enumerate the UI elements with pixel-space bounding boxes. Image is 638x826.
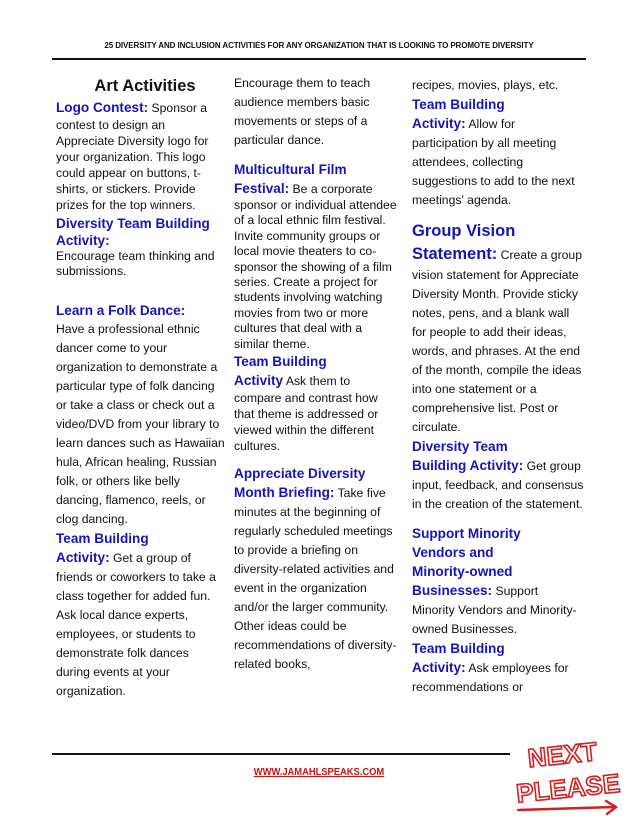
support-minority-section xyxy=(412,581,584,639)
team-building-section-3 xyxy=(412,114,584,210)
team-building-body-1: friends or coworkers to take a class together for added fun. Ask local dance experts, employees, or students to demonstrate folk dances during events at your organization. xyxy=(56,570,216,698)
column-1 xyxy=(56,76,226,701)
briefing-heading-b: Month Briefing: xyxy=(234,485,335,501)
art-activities-title: Art Activities xyxy=(94,77,196,95)
next-please-stamp[interactable] xyxy=(510,728,626,816)
website-link[interactable]: WWW.JAMAHLSPEAKS.COM xyxy=(253,767,385,778)
header-rule xyxy=(52,58,586,60)
team-building-heading-2b: Activity xyxy=(234,373,284,389)
support-minority-heading-3: Minority-owned xyxy=(412,564,513,579)
briefing-body: five minutes at the beginning of regularly scheduled meetings to provide a briefing on diversity-related activities and event in the organization and/or the larger community. Other ideas could be recommendations of diversity- related books, xyxy=(234,486,397,672)
group-vision-body: group vision statement for Appreciate Diversity Month. Provide sticky notes, pens, and a blank wall for people to add their ideas, words, and phrases. At the end of the month, compile the ideas into one statement or a comprehensive list. Post or circulate. xyxy=(412,248,582,434)
team-building-heading-1: Team Building xyxy=(56,531,149,546)
column-2 xyxy=(234,74,400,674)
diversity-team-building-body: Encourage team thinking and submissions. xyxy=(56,249,215,278)
folk-dance-heading: Learn a Folk Dance: xyxy=(56,303,186,318)
logo-contest-body: a contest to design an Appreciate Diversity logo for your organization. This logo could appear on buttons, t-shirts, or stickers. Provide prizes for the top winners. xyxy=(56,101,209,212)
team-building-body-2: compare and contrast how that theme is addressed or viewed within the different cultures. xyxy=(234,391,379,454)
team-building-heading-2: Team Building xyxy=(234,354,327,370)
please-text: PLEASE xyxy=(514,767,622,809)
film-festival-lead: Be a corporate xyxy=(289,182,373,196)
next-text: NEXT xyxy=(526,736,599,774)
logo-contest-section xyxy=(56,98,226,213)
group-vision-lead: Create a xyxy=(497,248,548,262)
support-minority-body: Minority Vendors and Minority-owned Businesses. xyxy=(412,603,577,636)
support-minority-heading-1: Support Minority xyxy=(412,526,521,541)
diversity-team-building-section-3 xyxy=(412,456,584,514)
logo-contest-lead: Sponsor xyxy=(148,101,197,115)
briefing-section xyxy=(234,483,400,674)
team-building-lead-1: Get a group of xyxy=(109,551,191,565)
diversity-team-building-lead-3: Get xyxy=(523,459,547,473)
logo-contest-heading: Logo Contest: xyxy=(56,100,149,115)
team-building-body-3: participation by all meeting attendees, collecting suggestions to add to the next meetings' agenda. xyxy=(412,136,575,207)
team-building-lead-4: Ask employees xyxy=(465,661,551,675)
team-building-heading-4: Team Building xyxy=(412,641,505,656)
footer-rule xyxy=(52,753,586,755)
dance-continued-body: Encourage them to teach audience members basic movements or steps of a particular dance. xyxy=(234,76,371,147)
team-building-heading-1b: Activity: xyxy=(56,550,110,565)
support-minority-lead: Support xyxy=(492,584,539,598)
support-minority-heading-2: Vendors and xyxy=(412,545,494,560)
team-building-section-2 xyxy=(234,371,400,454)
support-minority-heading-4: Businesses: xyxy=(412,583,493,598)
team-building-section-4 xyxy=(412,658,584,697)
team-building-heading-4b: Activity: xyxy=(412,660,466,675)
briefing-continued-body: recipes, movies, plays, etc. xyxy=(412,78,559,92)
diversity-team-building-heading-3: Diversity Team xyxy=(412,439,508,454)
team-building-lead-2: Ask them to xyxy=(283,374,351,389)
group-vision-heading: Group Vision xyxy=(412,222,516,240)
page-header: 25 DIVERSITY AND INCLUSION ACTIVITIES FOR ANY ORGANIZATION THAT IS LOOKING TO PROMOTE DIVERSITY xyxy=(104,40,534,50)
folk-dance-body: Have a professional ethnic dancer come to your organization to demonstrate a particular type of folk dancing or take a class or check out a video/DVD from your library to learn dances such as Hawaiian hula, African healing, Russian folk, or others like belly dancing, flamenco, reels, or clog dancing. xyxy=(56,322,225,526)
film-festival-body: sponsor or individual attendee of a local ethnic film festival. Invite community groups or local movie theaters to co-sponsor the showing of a film series. Create a project for students involving watching movies from two or more cultures that deal with a similar theme. xyxy=(234,198,397,351)
team-building-body-4: for recommendations or xyxy=(412,661,569,694)
team-building-section-1 xyxy=(56,548,226,701)
team-building-heading-3b: Activity: xyxy=(412,116,466,131)
film-festival-heading: Multicultural Film xyxy=(234,162,347,177)
diversity-team-building-heading-3b: Building Activity: xyxy=(412,458,524,473)
diversity-team-building-body-3: group input, feedback, and consensus in the creation of the statement. xyxy=(412,459,584,511)
briefing-lead: Take xyxy=(334,486,364,501)
film-festival-heading-b: Festival: xyxy=(234,181,290,196)
group-vision-section xyxy=(412,243,584,437)
team-building-heading-3: Team Building xyxy=(412,97,505,112)
film-festival-section xyxy=(234,179,400,352)
team-building-lead-3: Allow for xyxy=(465,117,516,131)
column-3 xyxy=(412,76,584,697)
briefing-heading: Appreciate Diversity xyxy=(234,466,366,482)
diversity-team-building-heading: Diversity Team Building Activity: xyxy=(56,216,210,248)
group-vision-heading-b: Statement: xyxy=(412,245,498,263)
